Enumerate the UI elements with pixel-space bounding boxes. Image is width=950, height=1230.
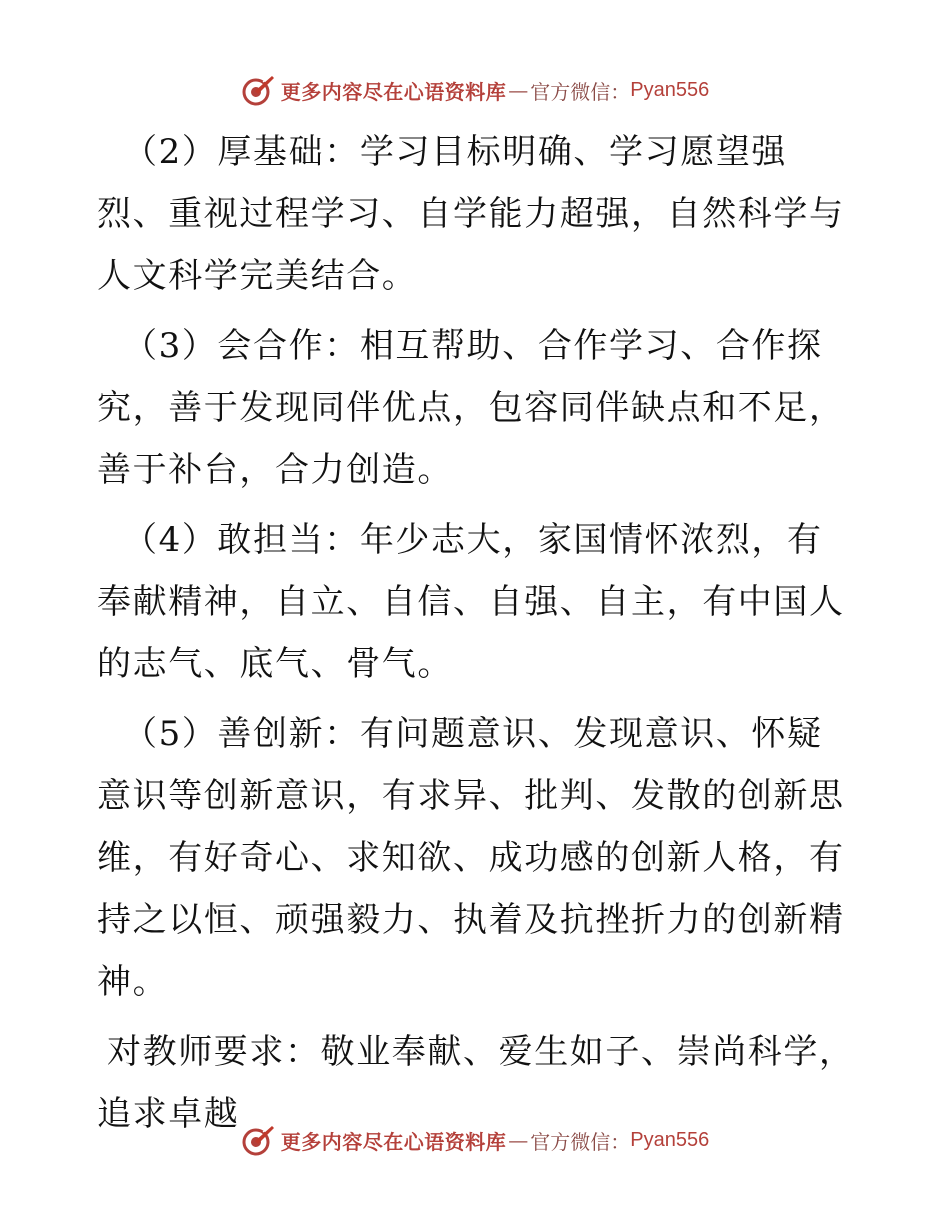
footer-banner: [0, 1120, 950, 1160]
promo-text: 更多内容尽在心语资料库: [280, 79, 507, 104]
banner-dash: —: [508, 1128, 529, 1152]
paragraph-responsibility: （4）敢担当：年少志大，家国情怀浓烈，有奉献精神，自立、自信、自强、自主，有中国人的志气、底气、骨气。: [97, 520, 845, 684]
wechat-label: 官方微信：: [530, 1129, 631, 1154]
wechat-id: Pyan556: [630, 1128, 710, 1151]
quill-seal-icon: [241, 1123, 275, 1157]
paragraph-foundation: （2）厚基础：学习目标明确、学习愿望强烈、重视过程学习、自学能力超强，自然科学与人文科学完美结合。: [97, 132, 845, 296]
header-banner: [0, 70, 950, 110]
paragraph-innovation: （5）善创新：有问题意识、发现意识、怀疑意识等创新意识，有求异、批判、发散的创新思维，有好奇心、求知欲、成功感的创新人格，有持之以恒、顽强毅力、执着及抗挫折力的创新精神。: [97, 714, 845, 1002]
quill-seal-icon: [241, 73, 275, 107]
banner-dash: —: [508, 78, 529, 102]
wechat-label: 官方微信：: [530, 79, 631, 104]
wechat-id: Pyan556: [630, 78, 710, 101]
paragraph-cooperation: （3）会合作：相互帮助、合作学习、合作探究，善于发现同伴优点，包容同伴缺点和不足，善于补台，合力创造。: [97, 326, 845, 490]
document-body: [97, 121, 857, 1153]
promo-text: 更多内容尽在心语资料库: [280, 1129, 507, 1154]
paragraph-teacher-requirements: 对教师要求：敬业奉献、爱生如子、崇尚科学，追求卓越: [97, 1032, 855, 1134]
